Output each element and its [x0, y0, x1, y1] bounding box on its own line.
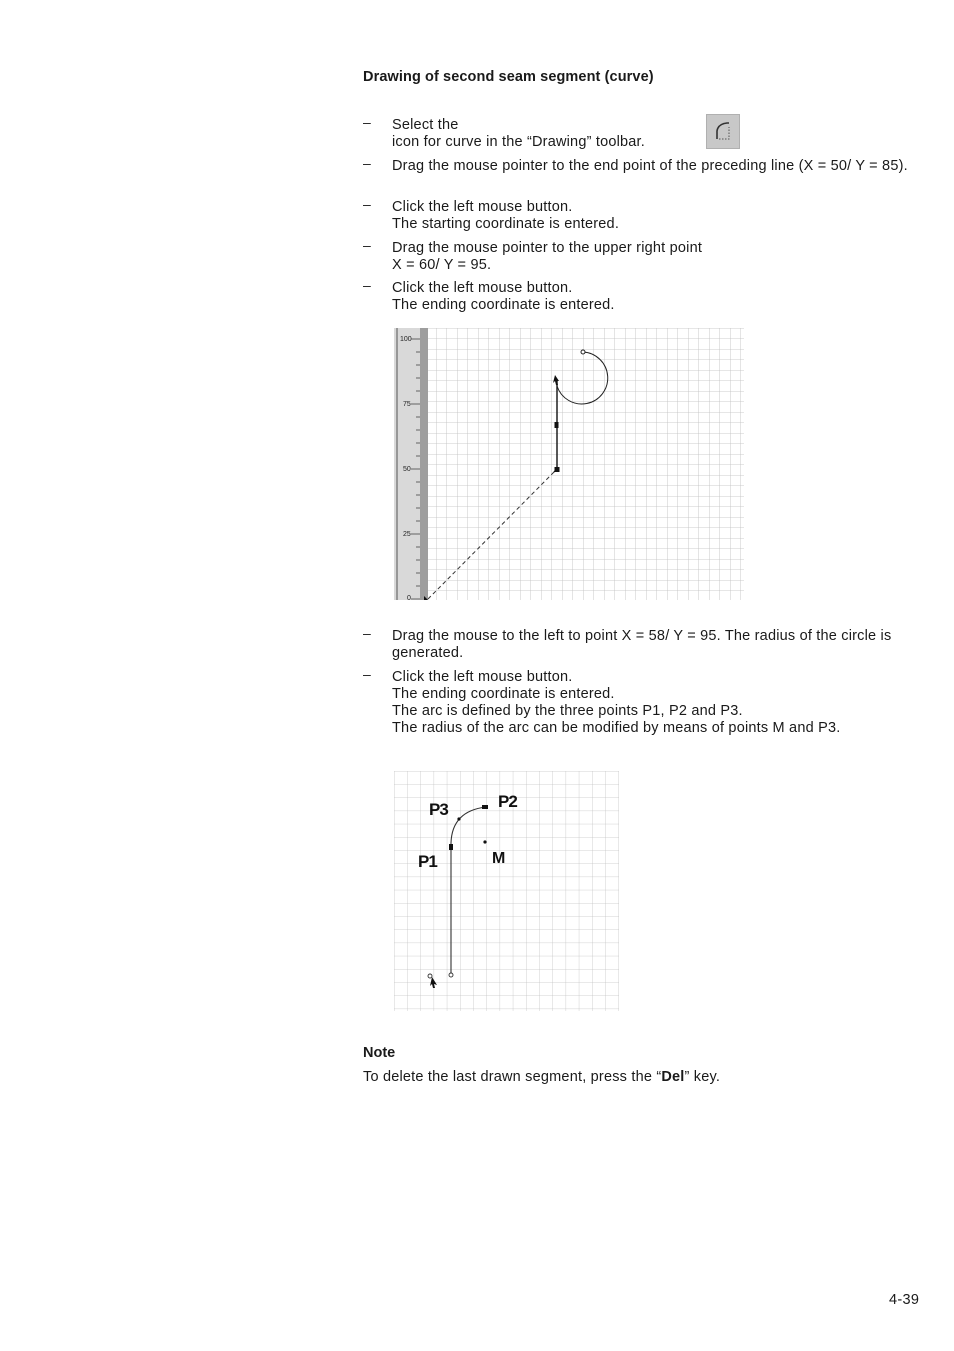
- point-m-marker: [483, 840, 486, 843]
- point-marker: [555, 422, 559, 428]
- ruler-label: 50: [403, 466, 411, 473]
- canvas-grid: [428, 328, 744, 600]
- ruler-label: 25: [403, 531, 411, 538]
- note-text: [363, 1069, 720, 1085]
- bullet-dash: –: [363, 196, 371, 212]
- step-line: Select the: [392, 117, 459, 133]
- step-line: Click the left mouse button.: [392, 669, 573, 685]
- ruler-label: 100: [400, 336, 412, 343]
- step-drag-upper-right: [363, 237, 908, 274]
- point-p1-marker: [449, 844, 453, 850]
- step-drag-to-end-point: [363, 155, 908, 175]
- step-line: The starting coordinate is entered.: [392, 216, 620, 232]
- page-number: 4-39: [889, 1292, 920, 1308]
- note-key: Del: [661, 1069, 685, 1085]
- point-marker: [555, 467, 560, 472]
- label-m: M: [492, 850, 505, 867]
- section-heading: Drawing of second seam segment (curve): [363, 69, 654, 85]
- figure-arc-detail: [394, 771, 619, 1011]
- step-line: The ending coordinate is entered.: [392, 686, 615, 702]
- step-select-curve-icon: [363, 114, 908, 151]
- step-line: Drag the mouse pointer to the upper right point: [392, 240, 703, 256]
- vertical-ruler: [394, 328, 420, 600]
- bullet-dash: –: [363, 155, 371, 171]
- step-click-define-arc: [363, 666, 908, 737]
- label-p2: P2: [498, 792, 517, 811]
- point-p2-marker: [482, 805, 488, 809]
- step-line: Drag the mouse pointer to the end point of the preceding line (X = 50/ Y = 85).: [392, 158, 908, 174]
- note-text-before: To delete the last drawn segment, press the “: [363, 1069, 662, 1085]
- step-line: The radius of the arc can be modified by means of points M and P3.: [392, 720, 841, 736]
- label-p1: P1: [418, 852, 437, 871]
- ruler-label: 75: [403, 401, 411, 408]
- curve-tool-icon[interactable]: [706, 114, 740, 149]
- bullet-dash: –: [363, 666, 371, 682]
- point-marker: [581, 350, 585, 354]
- bullet-dash: –: [363, 237, 371, 253]
- figure-drawing-canvas: [394, 328, 744, 600]
- bullet-dash: –: [363, 625, 371, 641]
- step-line: The arc is defined by the three points P1, P2 and P3.: [392, 703, 743, 719]
- label-p3: P3: [429, 800, 448, 819]
- note-text-after: ” key.: [684, 1069, 721, 1085]
- arc-detail-svg: [394, 771, 619, 1011]
- step-line: Click the left mouse button.: [392, 199, 573, 215]
- note-title: Note: [363, 1045, 396, 1061]
- bullet-dash: –: [363, 114, 371, 130]
- step-line: X = 60/ Y = 95.: [392, 257, 492, 273]
- step-drag-left: [363, 625, 908, 662]
- point-p3-marker: [457, 817, 460, 820]
- step-click-start: [363, 196, 908, 233]
- bullet-dash: –: [363, 277, 371, 293]
- step-line: The ending coordinate is entered.: [392, 297, 615, 313]
- step-line: Drag the mouse to the left to point X = 58/ Y = 95. The radius of the circle is generated.: [392, 628, 892, 661]
- step-click-end: [363, 277, 908, 314]
- step-line: Click the left mouse button.: [392, 280, 573, 296]
- ruler-label: 0: [407, 595, 411, 600]
- canvas-svg: [394, 328, 744, 600]
- step-line: icon for curve in the “Drawing” toolbar.: [392, 134, 645, 150]
